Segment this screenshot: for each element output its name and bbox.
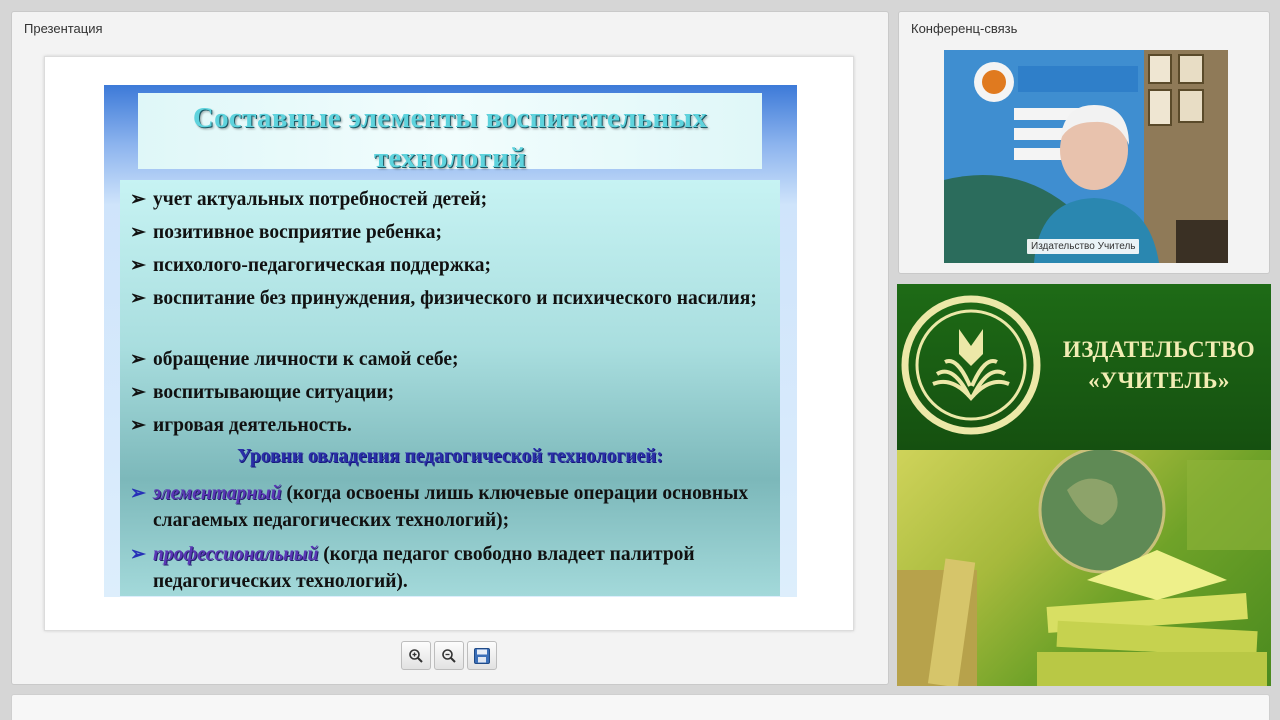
books-globe-illustration	[897, 450, 1271, 686]
arrow-bullet-icon: ➢	[130, 415, 146, 436]
save-button[interactable]	[467, 641, 497, 670]
zoom-in-button[interactable]	[401, 641, 431, 670]
slide-bullet: ➢ учет актуальных потребностей детей;	[130, 186, 775, 213]
slide-bullet: ➢ психолого-педагогическая поддержка;	[130, 252, 775, 279]
levels-heading: Уровни овладения педагогической технологией:	[237, 446, 663, 467]
slide-body	[120, 180, 780, 596]
presentation-panel-title: Презентация	[24, 21, 103, 36]
arrow-bullet-icon: ➢	[130, 189, 146, 210]
level-description: (когда педагог свободно владеет палитрой педагогических технологий).	[153, 544, 695, 592]
arrow-bullet-icon: ➢	[130, 288, 146, 309]
arrow-bullet-icon: ➢	[130, 349, 146, 370]
slide-bullet: ➢ воспитание без принуждения, физического и психического насилия;	[130, 285, 770, 312]
arrow-bullet-icon: ➢	[130, 382, 146, 403]
arrow-bullet-icon: ➢	[130, 255, 146, 276]
video-picture	[944, 50, 1228, 263]
slide-toolbar	[401, 641, 497, 671]
publisher-banner	[897, 284, 1271, 686]
arrow-bullet-icon: ➢	[130, 544, 146, 565]
conference-panel	[898, 11, 1270, 274]
save-icon	[473, 647, 491, 665]
video-feed[interactable]	[944, 50, 1228, 263]
level-item	[130, 541, 730, 595]
slide-bullet: ➢ позитивное восприятие ребенка;	[130, 219, 775, 246]
level-term: элементарный	[153, 483, 282, 504]
level-description: (когда освоены лишь ключевые операции основных слагаемых педагогических технологий);	[153, 483, 749, 531]
video-caption: Издательство Учитель	[1027, 239, 1139, 254]
publisher-logo-icon	[897, 284, 1047, 450]
zoom-out-button[interactable]	[434, 641, 464, 670]
zoom-in-icon	[408, 648, 424, 664]
slide-title: Составные элементы воспитательных технологий	[192, 102, 708, 174]
slide-bullet: ➢ игровая деятельность.	[130, 412, 775, 439]
slide-title-box	[138, 93, 762, 174]
slide	[104, 85, 797, 597]
banner-header	[897, 284, 1271, 450]
banner-books-image	[897, 450, 1271, 686]
zoom-out-icon	[441, 648, 457, 664]
conference-panel-title: Конференц-связь	[911, 21, 1018, 36]
banner-line-2: «УЧИТЕЛЬ»	[1088, 368, 1230, 393]
presentation-panel	[11, 11, 889, 685]
bottom-panel	[11, 694, 1270, 720]
arrow-bullet-icon: ➢	[130, 483, 146, 504]
slide-bullet: ➢ обращение личности к самой себе;	[130, 346, 775, 373]
level-item	[130, 480, 770, 534]
banner-line-1: ИЗДАТЕЛЬСТВО	[1062, 337, 1256, 362]
slide-viewer[interactable]	[44, 56, 854, 631]
arrow-bullet-icon: ➢	[130, 222, 146, 243]
level-term: профессиональный	[153, 544, 319, 565]
slide-bullet: ➢ воспитывающие ситуации;	[130, 379, 775, 406]
